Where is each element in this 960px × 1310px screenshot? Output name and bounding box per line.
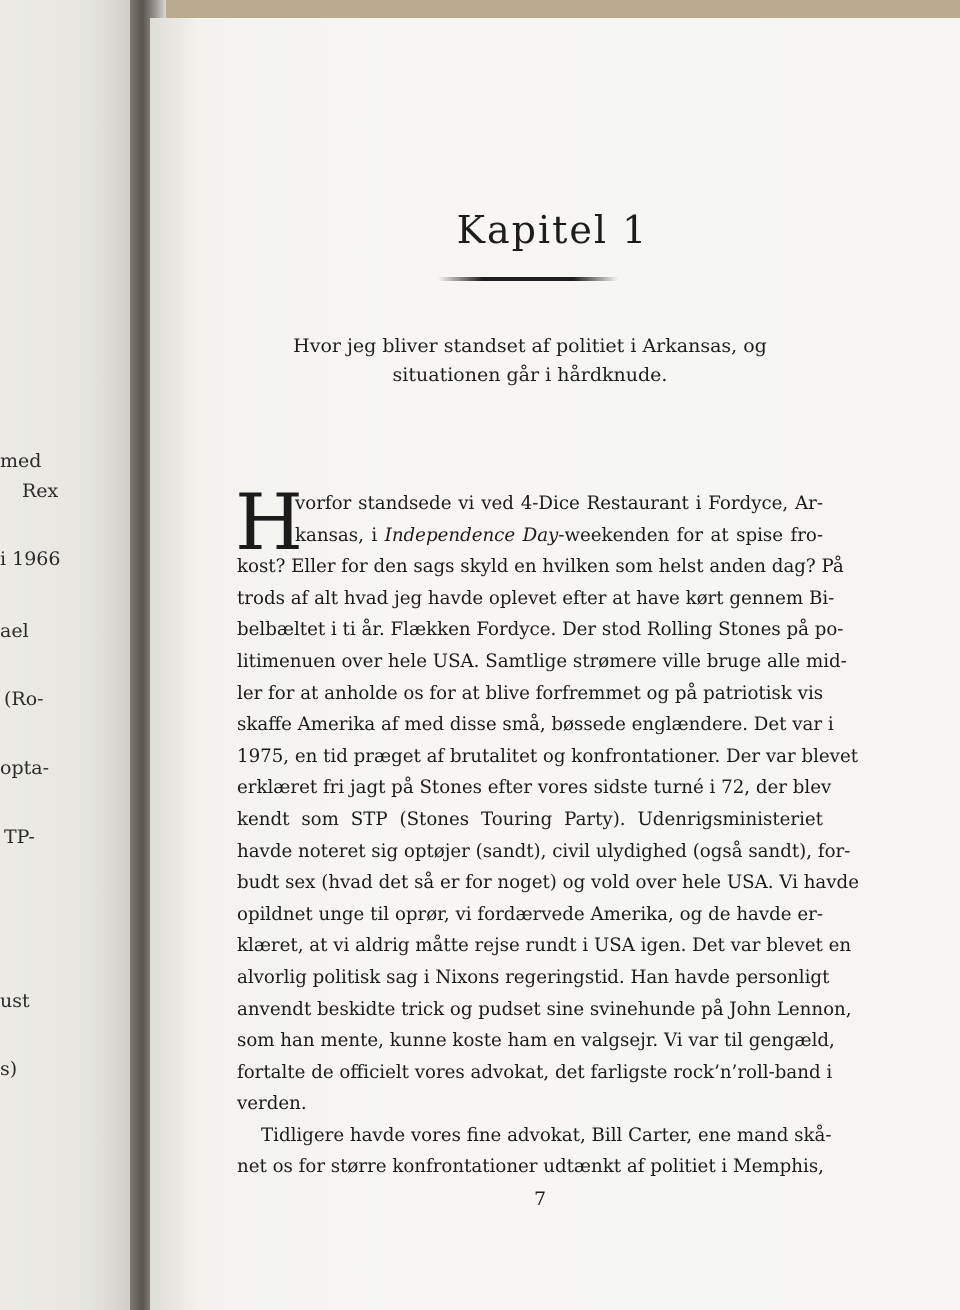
left-fragment: ust xyxy=(0,990,30,1012)
subtitle-line: Hvor jeg bliver standset af politiet i Arkansas, og xyxy=(293,335,767,357)
text-line xyxy=(237,867,859,899)
text-line xyxy=(237,488,823,520)
text-segment: trods af alt hvad jeg havde oplevet efter at have kørt gennem Bi- xyxy=(237,587,835,609)
text-segment: havde noteret sig optøjer (sandt), civil ulydighed (også sandt), for- xyxy=(237,840,851,862)
text-line xyxy=(237,551,844,583)
text-line xyxy=(237,804,823,836)
text-segment: alvorlig politisk sag i Nixons regeringstid. Han havde personligt xyxy=(237,966,830,988)
left-fragment: i 1966 xyxy=(0,548,61,570)
text-segment: erklæret fri jagt på Stones efter vores sidste turné i 72, der blev xyxy=(237,777,832,799)
text-line xyxy=(237,994,852,1026)
text-segment: budt sex (hvad det så er for noget) og vold over hele USA. Vi havde xyxy=(237,872,859,894)
subtitle-line: situationen går i hårdknude. xyxy=(392,364,668,386)
left-fragment: opta- xyxy=(0,757,49,779)
text-line xyxy=(237,962,830,994)
text-line xyxy=(237,899,823,931)
text-segment: anvendt beskidte trick og pudset sine svinehunde på John Lennon, xyxy=(237,998,852,1020)
text-segment: -weekenden for at spise fro- xyxy=(558,524,824,546)
text-line xyxy=(237,836,851,868)
text-segment: kansas, i xyxy=(295,524,385,546)
left-fragment: med xyxy=(0,450,42,472)
text-segment: ler for at anholde os for at blive forfremmet og på patriotisk vis xyxy=(237,682,824,704)
paragraph-1 xyxy=(237,488,859,1120)
text-line: Tidligere havde vores fine advokat, Bill Carter, ene mand skå- xyxy=(261,1124,832,1146)
text-line xyxy=(237,583,835,615)
left-fragment: ael xyxy=(0,620,29,642)
right-page xyxy=(150,18,960,1310)
text-segment: fortalte de officielt vores advokat, det farligste rock’n’roll-band i xyxy=(237,1061,833,1083)
text-segment: kost? Eller for den sags skyld en hvilken som helst anden dag? På xyxy=(237,556,844,578)
text-segment: vorfor standsede vi ved 4-Dice Restaurant i Fordyce, Ar- xyxy=(295,493,823,514)
text-segment: opildnet unge til oprør, vi fordærvede Amerika, og de havde er- xyxy=(237,903,823,925)
text-segment: kendt som STP (Stones Touring Party). Udenrigsministeriet xyxy=(237,808,823,830)
text-line xyxy=(237,741,859,773)
text-segment: belbæltet i ti år. Flækken Fordyce. Der stod Rolling Stones på po- xyxy=(237,619,844,641)
left-fragment: TP- xyxy=(4,826,35,848)
text-segment: verden. xyxy=(237,1093,307,1115)
text-line xyxy=(237,678,823,710)
text-line xyxy=(237,1025,835,1057)
title-rule xyxy=(438,277,618,281)
text-line xyxy=(237,1088,823,1120)
text-line xyxy=(237,930,852,962)
text-line xyxy=(237,520,823,552)
text-segment: litimenuen over hele USA. Samtlige strømere ville bruge alle mid- xyxy=(237,650,847,672)
left-page xyxy=(0,0,150,1310)
text-line: net os for større konfrontationer udtænkt af politiet i Memphis, xyxy=(237,1156,824,1178)
text-line xyxy=(237,1057,833,1089)
text-line xyxy=(237,646,847,678)
left-fragment: s) xyxy=(0,1058,18,1080)
text-line xyxy=(237,614,844,646)
left-fragment: Rex xyxy=(22,480,59,502)
body-text xyxy=(235,478,859,1183)
chapter-title: Kapitel 1 xyxy=(456,208,649,252)
text-line xyxy=(237,709,834,741)
paragraph-2 xyxy=(237,1120,832,1183)
text-segment: skaffe Amerika af med disse små, bøssede englændere. Det var i xyxy=(237,714,834,736)
text-segment: klæret, at vi aldrig måtte rejse rundt i USA igen. Det var blevet en xyxy=(237,935,852,957)
text-line xyxy=(237,772,832,804)
chapter-subtitle xyxy=(270,332,790,390)
left-fragment: (Ro- xyxy=(4,688,44,710)
text-segment: 1975, en tid præget af brutalitet og konfrontationer. Der var blevet xyxy=(237,745,859,767)
text-segment: som han mente, kunne koste ham en valgsejr. Vi var til gengæld, xyxy=(237,1030,835,1052)
page-number: 7 xyxy=(533,1188,547,1210)
italic-text: Independence Day xyxy=(384,524,559,546)
drop-cap: H xyxy=(235,478,304,568)
